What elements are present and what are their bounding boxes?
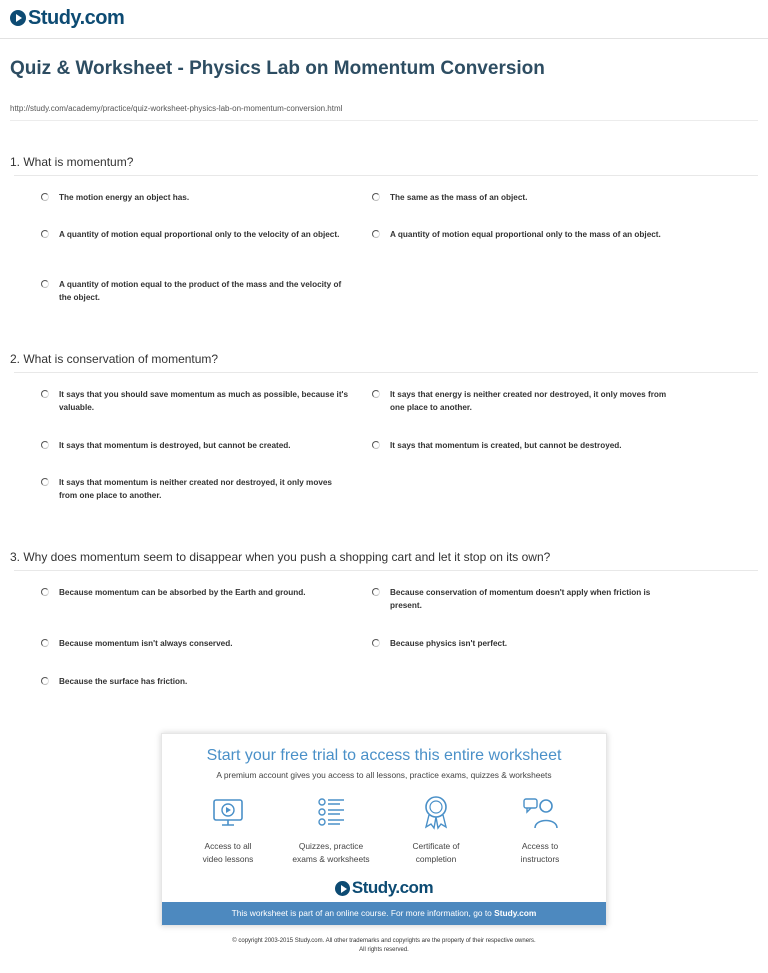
title-divider	[10, 120, 758, 121]
question-heading: 2. What is conservation of momentum?	[10, 352, 219, 366]
radio-button-icon[interactable]	[372, 639, 380, 647]
promo-study-logo[interactable]	[162, 878, 606, 898]
radio-button-icon[interactable]	[41, 639, 49, 647]
radio-button-icon[interactable]	[41, 230, 49, 238]
answer-text: The same as the mass of an object.	[390, 193, 528, 202]
promo-footer-bar	[162, 902, 606, 925]
question-divider	[14, 372, 758, 373]
answer-text: Because conservation of momentum doesn't apply when friction is present.	[390, 588, 651, 610]
answer-text: It says that energy is neither created nor destroyed, it only moves from one place to another.	[390, 390, 667, 412]
answer-text: Because momentum can be absorbed by the Earth and ground.	[59, 588, 306, 597]
answer-text: A quantity of motion equal proportional only to the velocity of an object.	[59, 230, 340, 239]
promo-logo-text: Study.com	[351, 878, 434, 897]
radio-button-icon[interactable]	[372, 193, 380, 201]
answer-text: It says that momentum is neither created nor destroyed, it only moves from one place to another.	[59, 478, 332, 500]
answer-option[interactable]	[59, 476, 351, 502]
question-divider	[14, 175, 758, 176]
promo-subtitle: A premium account gives you access to all lessons, practice exams, quizzes & worksheets	[216, 770, 552, 780]
radio-button-icon[interactable]	[372, 230, 380, 238]
copyright-line: © copyright 2003-2015 Study.com. All other trademarks and copyrights are the property of their respective owners.	[232, 938, 536, 944]
promo-footer-link[interactable]: Study.com	[494, 908, 537, 918]
radio-button-icon[interactable]	[41, 193, 49, 201]
answer-option[interactable]	[390, 191, 682, 204]
answer-option[interactable]	[59, 228, 351, 241]
answer-text: Because physics isn't perfect.	[390, 639, 508, 648]
promo-title[interactable]: Start your free trial to access this entire worksheet	[206, 747, 562, 764]
radio-button-icon[interactable]	[372, 588, 380, 596]
quiz-list-icon	[313, 794, 349, 830]
answer-option[interactable]	[59, 637, 351, 650]
answer-option[interactable]	[390, 637, 682, 650]
instructor-chat-icon	[522, 794, 558, 830]
answer-text: A quantity of motion equal to the product of the mass and the velocity of the object.	[59, 280, 342, 302]
promo-footer-text: This worksheet is part of an online course. For more information, go to	[231, 908, 492, 918]
copyright-line: All rights reserved.	[359, 947, 409, 953]
answer-text: A quantity of motion equal proportional only to the mass of an object.	[390, 230, 661, 239]
question-3	[10, 550, 758, 571]
feature-instructors	[485, 794, 595, 866]
header-divider	[0, 38, 768, 39]
question-divider	[14, 570, 758, 571]
play-logo-icon	[10, 10, 26, 26]
answer-option[interactable]	[59, 675, 351, 688]
feature-label: Access to instructors	[520, 841, 560, 864]
answer-option[interactable]	[390, 439, 682, 452]
question-heading: 1. What is momentum?	[10, 155, 134, 169]
answer-text: It says that momentum is destroyed, but cannot be created.	[59, 441, 291, 450]
question-2	[10, 352, 758, 373]
page-url: http://study.com/academy/practice/quiz-worksheet-physics-lab-on-momentum-conversion.html	[10, 104, 343, 113]
radio-button-icon[interactable]	[372, 441, 380, 449]
radio-button-icon[interactable]	[41, 441, 49, 449]
answer-text: Because momentum isn't always conserved.	[59, 639, 233, 648]
feature-quizzes	[276, 794, 386, 866]
answer-text: The motion energy an object has.	[59, 193, 190, 202]
radio-button-icon[interactable]	[41, 478, 49, 486]
feature-video-lessons	[173, 794, 283, 866]
answer-option[interactable]	[390, 586, 682, 612]
question-heading: 3. Why does momentum seem to disappear when you push a shopping cart and let it stop on its own?	[10, 550, 551, 564]
answer-option[interactable]	[59, 388, 351, 414]
study-logo[interactable]	[10, 7, 124, 29]
feature-label: Access to all video lessons	[202, 841, 254, 864]
certificate-ribbon-icon	[418, 794, 454, 830]
page-title: Quiz & Worksheet - Physics Lab on Momentum Conversion	[10, 58, 545, 79]
answer-option[interactable]	[59, 278, 351, 304]
question-1	[10, 155, 758, 176]
answer-text: It says that you should save momentum as much as possible, because it's valuable.	[59, 390, 349, 412]
answer-text: It says that momentum is created, but cannot be destroyed.	[390, 441, 622, 450]
radio-button-icon[interactable]	[41, 677, 49, 685]
play-logo-icon	[335, 881, 350, 896]
answer-option[interactable]	[59, 191, 351, 204]
radio-button-icon[interactable]	[41, 390, 49, 398]
answer-option[interactable]	[390, 388, 682, 414]
copyright	[0, 937, 768, 955]
answer-option[interactable]	[390, 228, 682, 241]
free-trial-promo[interactable]	[161, 733, 607, 926]
feature-certificate	[381, 794, 491, 866]
radio-button-icon[interactable]	[41, 280, 49, 288]
radio-button-icon[interactable]	[41, 588, 49, 596]
answer-option[interactable]	[59, 439, 351, 452]
radio-button-icon[interactable]	[372, 390, 380, 398]
video-lessons-icon	[210, 794, 246, 830]
answer-option[interactable]	[59, 586, 351, 599]
answer-text: Because the surface has friction.	[59, 677, 188, 686]
feature-label: Quizzes, practice exams & worksheets	[292, 841, 370, 864]
logo-text: Study.com	[28, 6, 125, 29]
feature-label: Certificate of completion	[412, 841, 460, 864]
